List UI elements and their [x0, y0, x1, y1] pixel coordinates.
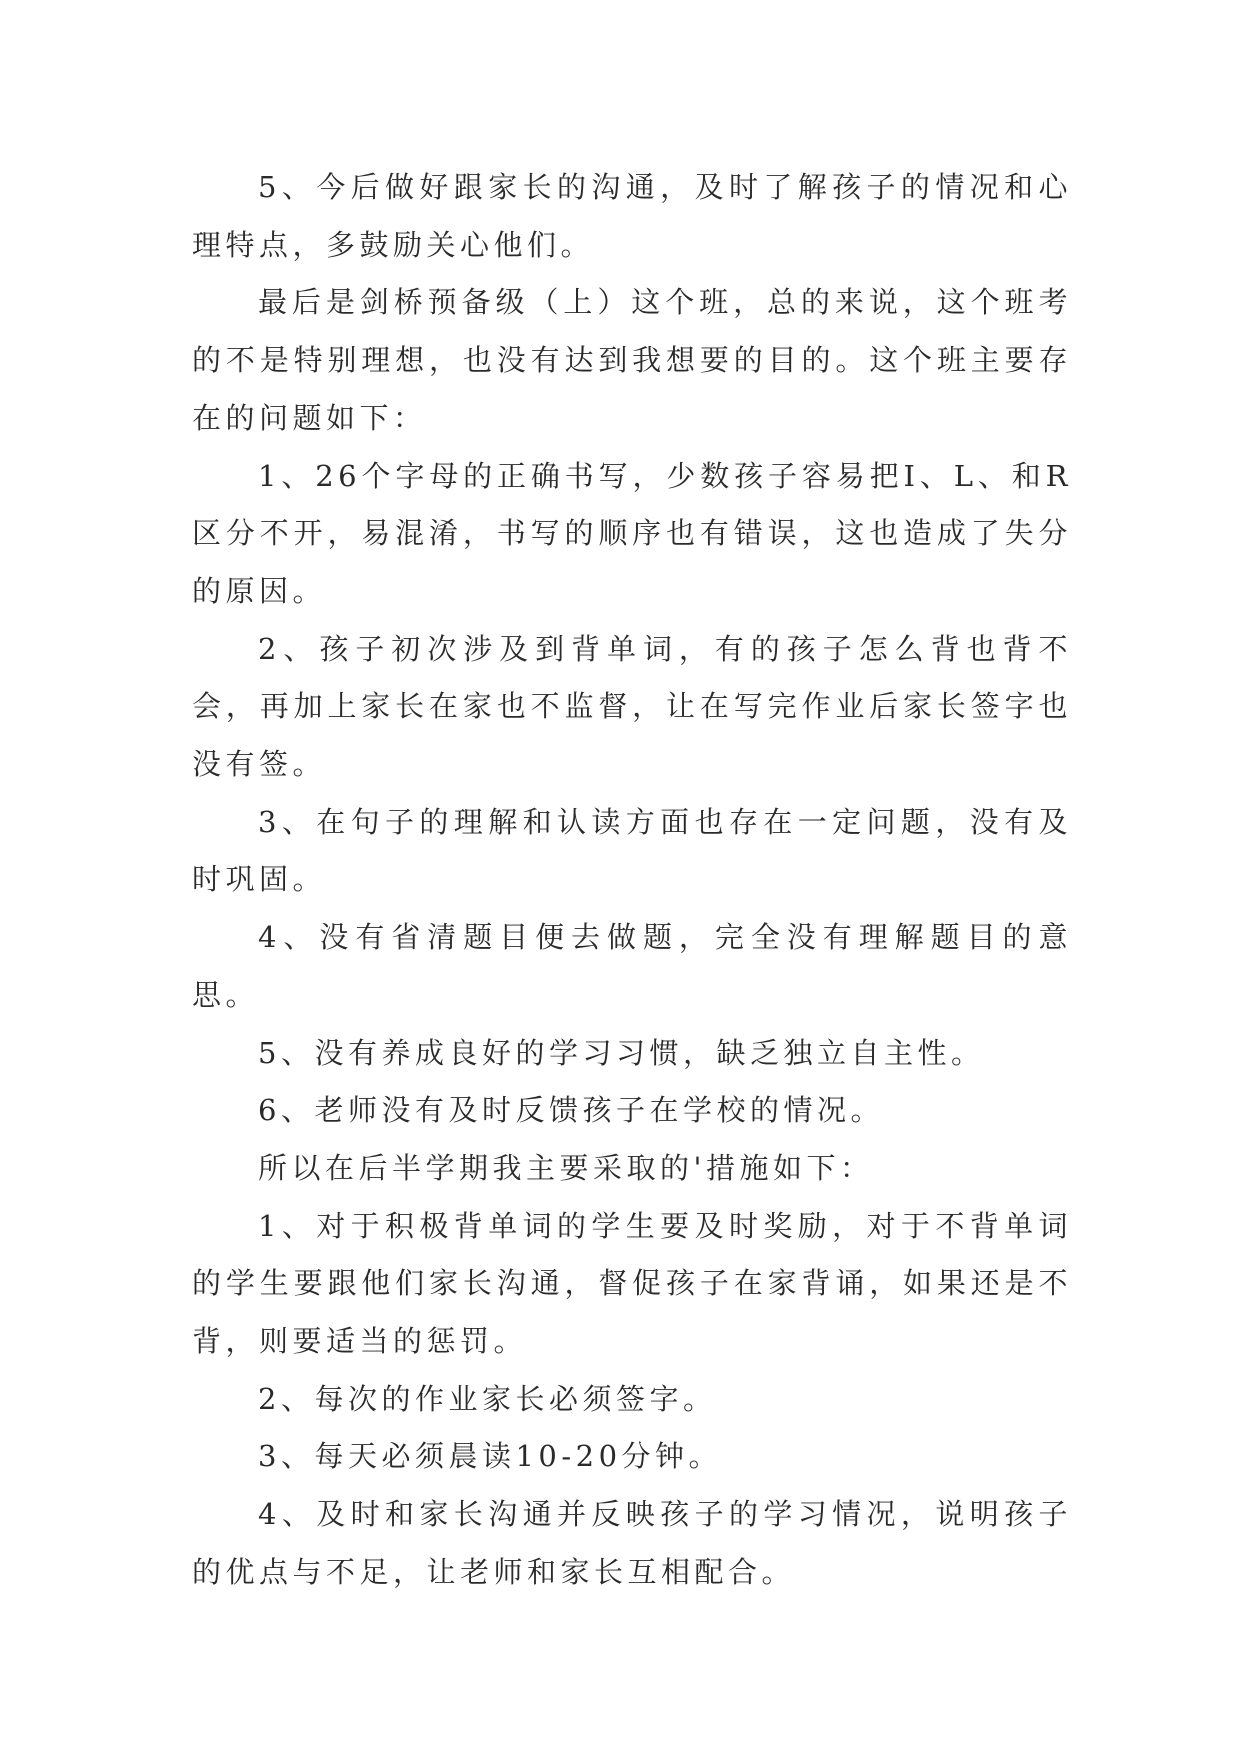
- paragraph-problem-feedback: 6、老师没有及时反馈孩子在学校的情况。: [258, 1093, 884, 1128]
- paragraph-problem-sentences: 3、在句子的理解和认读方面也存在一定问题，没有及时巩固。: [192, 804, 1072, 897]
- paragraph-measures-intro: 所以在后半学期我主要采取的'措施如下：: [258, 1150, 874, 1185]
- paragraph-measure-morning-reading: 3、每天必须晨读10-20分钟。: [258, 1439, 723, 1474]
- paragraph-problem-reading-questions: 4、没有省清题目便去做题，完全没有理解题目的意思。: [192, 920, 1072, 1012]
- document-body: [192, 159, 1072, 1602]
- paragraph-problem-habits: 5、没有养成良好的学习习惯，缺乏独立自主性。: [258, 1035, 985, 1070]
- paragraph-problem-vocabulary: 2、孩子初次涉及到背单词，有的孩子怎么背也背不会，再加上家长在家也不监督，让在写完作业后家长签字也没有签。: [192, 631, 1072, 782]
- paragraph-communication-parents: 5、今后做好跟家长的沟通，及时了解孩子的情况和心理特点，多鼓励关心他们。: [192, 170, 1072, 262]
- paragraph-cambridge-class-intro: 最后是剑桥预备级（上）这个班，总的来说，这个班考的不是特别理想，也没有达到我想要的目的。这个班主要存在的问题如下：: [192, 285, 1072, 435]
- paragraph-measure-rewards: 1、对于积极背单词的学生要及时奖励，对于不背单词的学生要跟他们家长沟通，督促孩子在家背诵，如果还是不背，则要适当的惩罚。: [192, 1208, 1072, 1359]
- paragraph-measure-parent-communication: 4、及时和家长沟通并反映孩子的学习情况，说明孩子的优点与不足，让老师和家长互相配合。: [192, 1497, 1072, 1589]
- paragraph-problem-letters: 1、26个字母的正确书写，少数孩子容易把I、L、和R区分不开，易混淆，书写的顺序也有错误，这也造成了失分的原因。: [192, 458, 1072, 608]
- paragraph-measure-signature: 2、每次的作业家长必须签字。: [258, 1381, 717, 1416]
